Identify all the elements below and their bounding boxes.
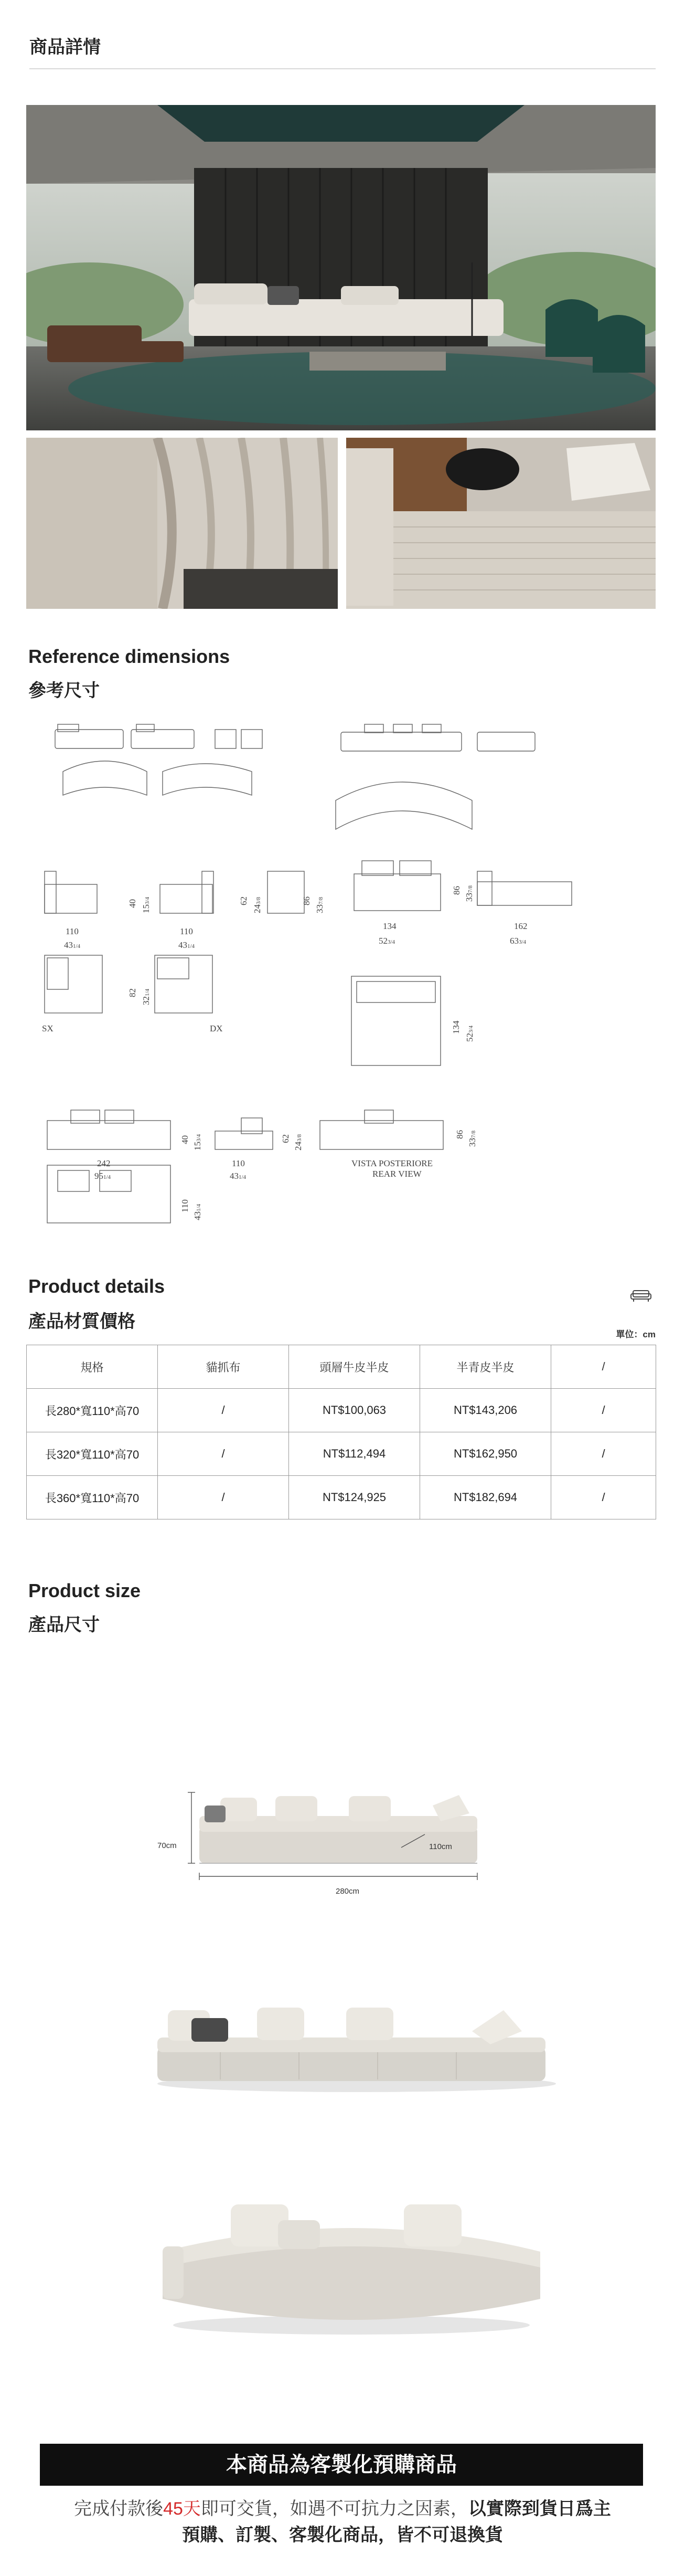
table-row: 長360*寬110*高70 / NT$124,925 NT$182,694 / [27,1476,656,1519]
svg-text:243/8: 243/8 [252,896,262,913]
page-title: 商品詳情 [29,37,101,57]
svg-text:523/4: 523/4 [465,1025,475,1042]
svg-text:62: 62 [281,1134,291,1143]
label-sx: SX [42,1023,53,1033]
svg-text:431/4: 431/4 [192,1203,202,1220]
width-label: 280cm [336,1887,360,1896]
label-seat-w: 110 [66,926,79,936]
price-table-header-row [27,1345,656,1389]
svg-text:337/8: 337/8 [467,1130,477,1147]
svg-text:86: 86 [452,886,462,895]
custom-order-banner: 本商品為客製化預購商品 [40,2444,643,2486]
curved-sofa-illustration [157,2183,545,2341]
svg-text:86: 86 [302,896,312,905]
svg-text:62: 62 [239,896,249,905]
height-label: 70cm [157,1841,177,1850]
svg-text:153/4: 153/4 [141,896,151,913]
delivery-notice [21,2496,664,2548]
svg-text:40: 40 [180,1135,190,1144]
svg-text:86: 86 [455,1130,465,1139]
svg-text:321/4: 321/4 [141,988,151,1005]
delivery-days: 45天 [163,2499,201,2519]
svg-text:431/4: 431/4 [230,1171,247,1181]
svg-text:633/4: 633/4 [510,936,527,946]
th-leather-a: 頭層牛皮半皮 [289,1345,420,1389]
product-size-title-zh: 產品尺寸 [28,1615,100,1635]
svg-text:431/4: 431/4 [178,940,195,950]
svg-text:153/4: 153/4 [192,1134,202,1150]
table-row: 長320*寬110*高70 / NT$112,494 NT$162,950 / [27,1432,656,1476]
sofa-icon [630,1289,651,1302]
boucle-fabric-detail-photo [26,438,338,609]
th-fabric: 貓抓布 [158,1345,289,1389]
delivery-notice-line-2: 預購、訂製、客製化商品，皆不可退換貨 [182,2525,503,2545]
svg-text:243/8: 243/8 [293,1134,303,1150]
th-leather-b: 半青皮半皮 [420,1345,551,1389]
svg-text:337/8: 337/8 [464,885,474,902]
product-details-title-en: Product details [28,1275,165,1297]
reference-dimensions-title-zh: 參考尺寸 [28,681,100,701]
straight-sofa-illustration [147,1989,556,2099]
svg-text:VISTA POSTERIORE: VISTA POSTERIORE [351,1158,433,1168]
cushion-lamp-detail-photo [346,438,656,609]
svg-text:134: 134 [451,1020,461,1034]
unit-note: 單位：cm [616,1329,656,1339]
section-module-drawing [354,861,572,911]
arm-module-drawing [45,871,304,913]
svg-text:134: 134 [383,921,397,931]
svg-text:523/4: 523/4 [379,936,395,946]
svg-text:431/4: 431/4 [64,940,81,950]
svg-text:242: 242 [97,1158,111,1168]
reference-dimensions-title-en: Reference dimensions [28,646,230,667]
svg-text:REAR VIEW: REAR VIEW [372,1169,422,1179]
dimensioned-sofa-illustration [142,1769,540,1900]
combo-thumbnails [55,724,262,795]
th-spec: 規格 [27,1345,158,1389]
delivery-notice-line-1: 完成付款後45天即可交貨，如遇不可抗力之因素，以實際到貨日爲主 [74,2499,611,2519]
depth-label: 110cm [429,1842,452,1851]
label-seat-w-2: 110 [180,926,193,936]
svg-text:162: 162 [514,921,528,931]
svg-text:40: 40 [127,899,137,908]
product-details-title-zh: 產品材質價格 [28,1312,135,1332]
hero-living-room-photo [26,105,656,430]
svg-text:951/4: 951/4 [94,1171,111,1181]
header-divider [29,68,656,69]
corner-module-drawing [45,955,441,1065]
dimension-drawings [26,703,661,1265]
th-other: / [551,1345,656,1389]
table-row: 長280*寬110*高70 / NT$100,063 NT$143,206 / [27,1389,656,1432]
svg-text:82: 82 [127,988,137,997]
svg-text:337/8: 337/8 [315,896,325,913]
product-size-title-en: Product size [28,1580,141,1601]
label-dx: DX [210,1023,223,1033]
curved-sofa-drawing [336,724,535,829]
price-table [26,1345,656,1519]
svg-text:110: 110 [180,1199,190,1212]
svg-text:110: 110 [232,1158,245,1168]
